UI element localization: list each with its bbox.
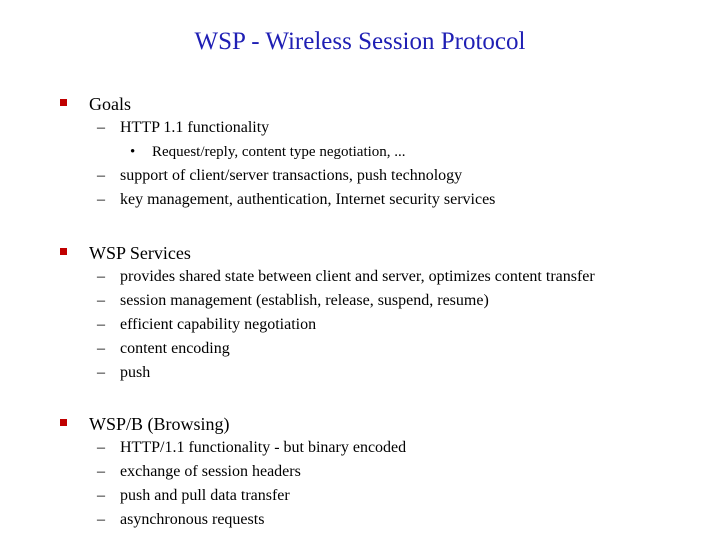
list-item-text: exchange of session headers: [120, 463, 301, 480]
list-item-text: efficient capability negotiation: [120, 316, 317, 333]
dash-icon: –: [97, 364, 105, 381]
dash-icon: –: [97, 268, 105, 285]
dash-icon: –: [97, 191, 105, 208]
list-item-text: HTTP/1.1 functionality - but binary encoded: [120, 439, 407, 456]
list-item: [0, 313, 720, 337]
section-goals: [0, 92, 720, 212]
list-item: [0, 484, 720, 508]
dash-icon: –: [97, 340, 105, 357]
section-heading: [0, 92, 720, 116]
list-item-text: key management, authentication, Internet security services: [120, 191, 496, 208]
section-label: WSP Services: [89, 243, 191, 263]
sub-list-item: [0, 140, 720, 164]
dash-icon: –: [97, 292, 105, 309]
section-wsp-services: [0, 241, 720, 385]
slide-title: WSP - Wireless Session Protocol: [194, 28, 526, 55]
section-heading: [0, 241, 720, 265]
list-item: [0, 361, 720, 385]
list-item-text: session management (establish, release, suspend, resume): [120, 292, 489, 309]
list-item: [0, 289, 720, 313]
section-label: Goals: [89, 94, 131, 114]
sub-list-item-text: Request/reply, content type negotiation, ...: [152, 144, 406, 160]
list-item: [0, 164, 720, 188]
square-bullet-icon: [60, 99, 67, 106]
list-item: [0, 508, 720, 532]
dash-icon: –: [97, 439, 105, 456]
list-item-text: asynchronous requests: [120, 511, 265, 528]
list-item-text: HTTP 1.1 functionality: [120, 119, 270, 136]
list-item: [0, 337, 720, 361]
dash-icon: –: [97, 119, 105, 136]
list-item-text: push and pull data transfer: [120, 487, 290, 504]
section-label: WSP/B (Browsing): [89, 414, 230, 434]
dash-icon: –: [97, 316, 105, 333]
section-wsp-browsing: [0, 412, 720, 532]
dot-bullet-icon: •: [130, 144, 136, 160]
list-item: [0, 460, 720, 484]
list-item: [0, 436, 720, 460]
dash-icon: –: [97, 167, 105, 184]
dash-icon: –: [97, 463, 105, 480]
list-item: [0, 265, 720, 289]
section-heading: [0, 412, 720, 436]
list-item: [0, 188, 720, 212]
dash-icon: –: [97, 511, 105, 528]
list-item-text: content encoding: [120, 340, 230, 357]
list-item-text: support of client/server transactions, push technology: [120, 167, 463, 184]
list-item: [0, 116, 720, 140]
list-item-text: provides shared state between client and server, optimizes content transfer: [120, 268, 595, 285]
square-bullet-icon: [60, 248, 67, 255]
square-bullet-icon: [60, 419, 67, 426]
dash-icon: –: [97, 487, 105, 504]
list-item-text: push: [120, 364, 151, 381]
